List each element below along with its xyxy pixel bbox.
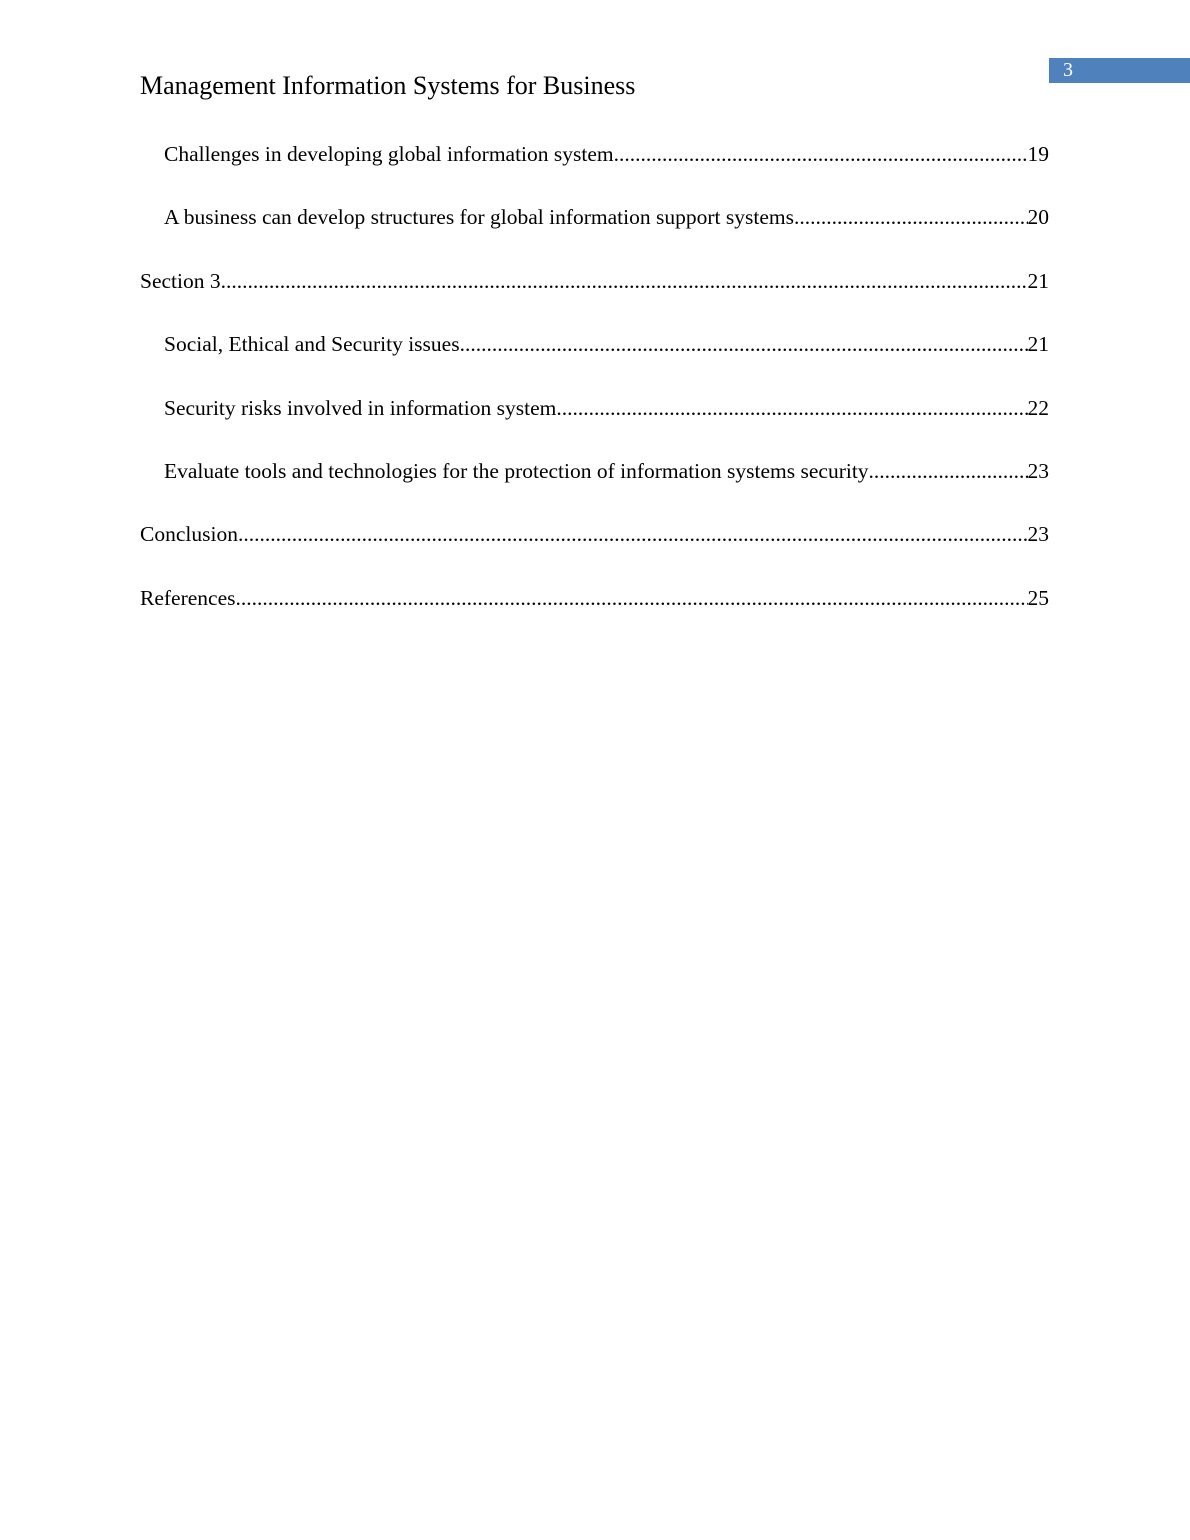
- toc-entry-evaluate-tools[interactable]: [140, 455, 1049, 518]
- toc-entry-text: Conclusion: [140, 522, 238, 547]
- page-number: 3: [1063, 59, 1073, 81]
- toc-entry-text: References: [140, 585, 236, 610]
- toc-dot-leader: [556, 392, 1027, 424]
- toc-entry-page: 23: [1027, 522, 1049, 547]
- toc-entry-social-ethical-security[interactable]: [140, 328, 1049, 391]
- toc-entry-text: Challenges in developing global information system: [164, 142, 614, 166]
- document-header-title: Management Information Systems for Business: [140, 71, 636, 100]
- toc-entry-page: 23: [1027, 458, 1049, 483]
- toc-entry-page: 22: [1027, 395, 1049, 420]
- toc-entry-conclusion[interactable]: [140, 518, 1049, 581]
- toc-dot-leader: [869, 455, 1028, 487]
- toc-entry-global-structures[interactable]: [140, 201, 1049, 264]
- toc-dot-leader: [236, 582, 1028, 614]
- toc-dot-leader: [238, 518, 1028, 550]
- toc-entry-page: 20: [1027, 205, 1049, 230]
- toc-dot-leader: [460, 328, 1028, 360]
- toc-entry-references[interactable]: [140, 582, 1049, 645]
- toc-entry-text: Evaluate tools and technologies for the protection of information systems security: [164, 458, 869, 483]
- toc-entry-section-3[interactable]: [140, 265, 1049, 328]
- toc-entry-text: Section 3: [140, 268, 221, 293]
- toc-entry-page: 21: [1027, 332, 1049, 357]
- toc-entry-page: 25: [1027, 585, 1049, 610]
- toc-entry-text: A business can develop structures for global information support systems: [164, 205, 794, 230]
- page-number-badge: [1049, 58, 1190, 83]
- toc-dot-leader: [794, 201, 1028, 233]
- toc-entry-page: 21: [1027, 268, 1049, 293]
- toc-entry-security-risks[interactable]: [140, 392, 1049, 455]
- table-of-contents: [140, 138, 1049, 645]
- toc-entry-global-challenges[interactable]: [140, 138, 1049, 201]
- toc-entry-page: 19: [1027, 142, 1049, 166]
- toc-dot-leader: [221, 265, 1028, 297]
- toc-dot-leader: [614, 138, 1028, 170]
- toc-entry-text: Social, Ethical and Security issues: [164, 332, 460, 357]
- toc-entry-text: Security risks involved in information system: [164, 395, 557, 420]
